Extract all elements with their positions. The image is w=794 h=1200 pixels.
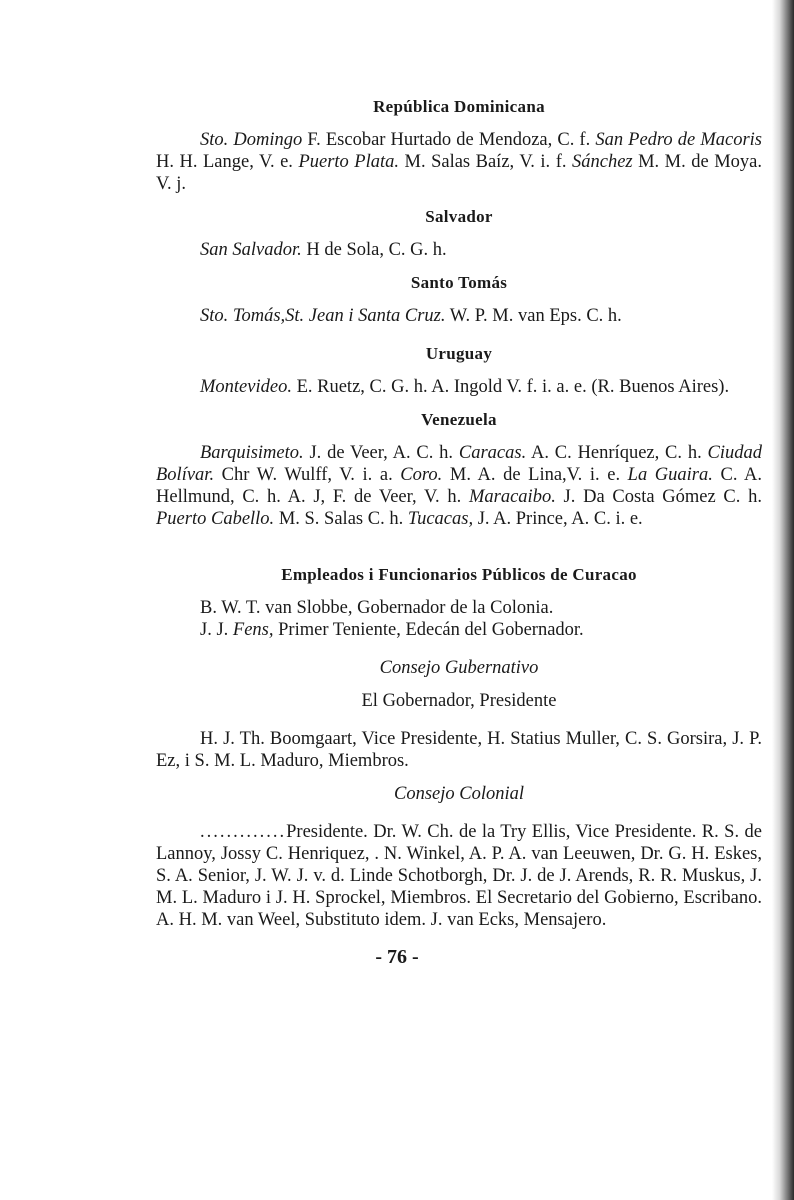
place-name: San Salvador. — [200, 240, 302, 260]
text-run: A. C. Henríquez, C. h. — [526, 443, 708, 463]
text-run: Primer Teniente, Edecán del Gobernador. — [273, 620, 584, 640]
place-name: Puerto Cabello. — [156, 509, 275, 529]
place-name: Barquisimeto. — [200, 443, 304, 463]
page-number: - 76 - — [375, 946, 419, 968]
place-name: Ciudad Bolívar. — [156, 443, 762, 485]
paragraph-santo-tomas — [156, 305, 762, 327]
heading-uruguay: Uruguay — [425, 344, 493, 363]
place-name: Caracas. — [458, 443, 527, 463]
heading-consejo-colonial: Consejo Colonial — [393, 784, 525, 804]
place-name: Sto. Domingo — [200, 130, 303, 150]
page-binding-shadow — [772, 0, 794, 1200]
place-name: Tucacas, — [407, 509, 474, 529]
text-run: M. A. de Lina,V. i. e. — [442, 465, 628, 485]
line-gobernador: B. W. T. van Slobbe, Gobernador de la Colonia. — [200, 598, 554, 618]
paragraph-salvador — [156, 239, 762, 261]
place-name: Montevideo. — [200, 377, 292, 397]
dot-leader: ............. — [200, 822, 287, 842]
name-run: Fens, — [232, 620, 274, 640]
heading-venezuela: Venezuela — [421, 410, 497, 429]
subheading-gobernador-presidente: El Gobernador, Presidente — [361, 691, 557, 711]
text-run: J. A. Prince, A. C. i. e. — [473, 509, 643, 529]
text-run: Chr W. Wulff, V. i. a. — [214, 465, 401, 485]
text-run: J. Da Costa Gómez C. h. — [555, 487, 762, 507]
text-run: M. M. de Moya. V. j. — [156, 152, 763, 194]
line-edecan — [156, 619, 762, 641]
text-run: C. A. Hellmund, C. h. A. J, F. de Veer, V. h. — [156, 465, 763, 507]
place-name: San Pedro de Macoris — [595, 130, 762, 150]
text-run: E. Ruetz, C. G. h. A. Ingold V. f. i. a. e. (R. Buenos Aires). — [291, 377, 730, 397]
place-name: La Guaira. — [627, 465, 713, 485]
place-name: Maracaibo. — [468, 487, 556, 507]
text-run: M. Salas Baíz, V. i. f. — [399, 152, 572, 172]
heading-republica-dominicana: República Dominicana — [373, 97, 545, 116]
paragraph-venezuela — [156, 442, 762, 530]
text-run: H. H. Lange, V. e. — [156, 152, 299, 172]
text-run: F. Escobar Hurtado de Mendoza, C. f. — [302, 130, 596, 150]
paragraph-consejo-colonial — [156, 821, 762, 931]
place-name: Coro. — [400, 465, 443, 485]
heading-santo-tomas: Santo Tomás — [410, 273, 508, 292]
heading-salvador: Salvador — [425, 207, 493, 226]
place-name: Sto. Tomás,St. Jean i Santa Cruz. — [200, 306, 446, 326]
text-run: H de Sola, C. G. h. — [301, 240, 447, 260]
text-run: J. de Veer, A. C. h. — [303, 443, 459, 463]
paragraph-consejo-gubernativo: H. J. Th. Boomgaart, Vice Presidente, H. Statius Muller, C. S. Gorsira, J. P. Ez, i S. M. L. Maduro, Miembros. — [156, 729, 762, 771]
text-run: Presidente. Dr. W. Ch. de la Try Ellis, Vice Presidente. R. S. de Lannoy, Jossy C. Henriquez, . N. Winkel, A. P. A. van Leeuwen, Dr. G. H. Eskes, S. A. Senior, J. W. J. v. d. Linde Schotborgh, Dr. J. de J. Arends, R. R. Muskus, J. M. L. Maduro i J. H. Sprockel, Miembros. El Secretario del Gobierno, Escribano. A. H. M. van Weel, Substituto idem. J. van Ecks, Mensajero. — [156, 822, 762, 930]
page-text — [156, 96, 762, 931]
text-run: M. S. Salas C. h. — [274, 509, 408, 529]
heading-consejo-gubernativo: Consejo Gubernativo — [379, 658, 539, 678]
text-run: J. J. — [200, 620, 233, 640]
place-name: Puerto Plata. — [298, 152, 399, 172]
paragraph-uruguay — [156, 376, 762, 398]
paragraph-republica-dominicana — [156, 129, 762, 195]
place-name: Sánchez — [571, 152, 633, 172]
heading-empleados: Empleados i Funcionarios Públicos de Curacao — [281, 565, 637, 584]
text-run: W. P. M. van Eps. C. h. — [445, 306, 622, 326]
